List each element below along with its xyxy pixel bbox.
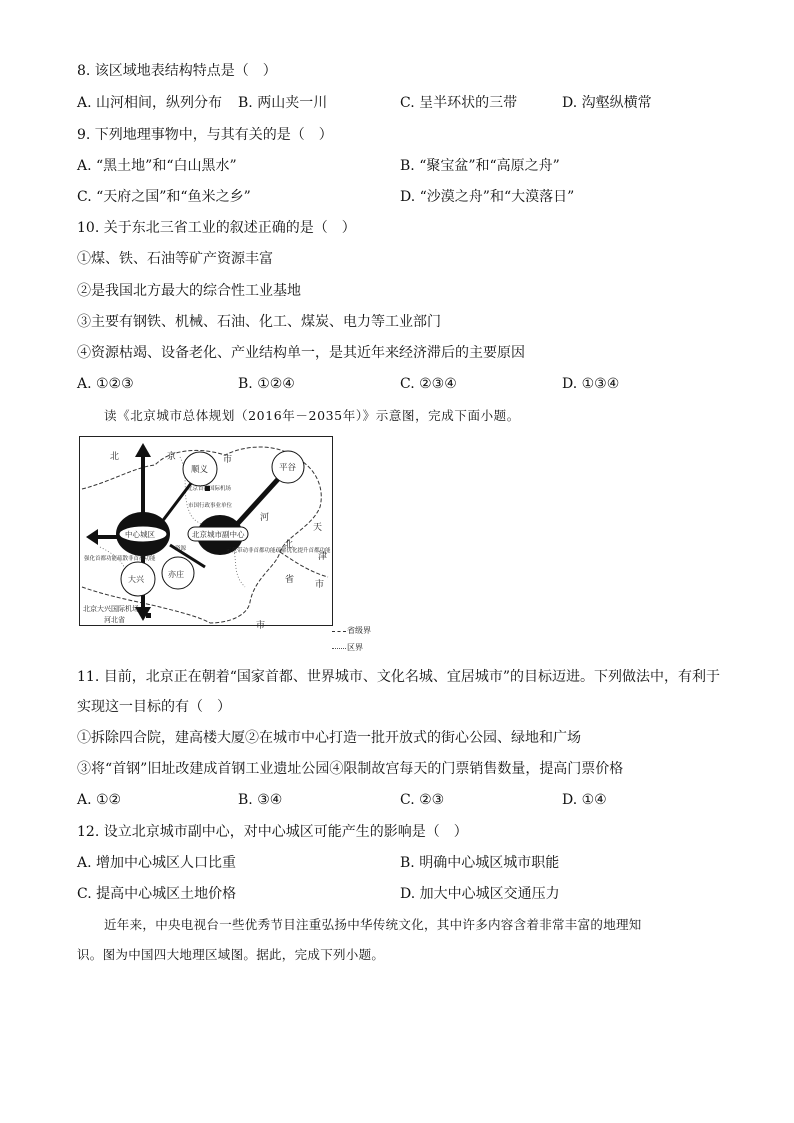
q8-option-a: A. 山河相间，纵列分布 <box>77 95 223 111</box>
map-drawing <box>80 437 332 631</box>
q9-option-c: C. “天府之国”和“鱼米之乡” <box>77 189 251 205</box>
q10-statement-1: ①煤、铁、石油等矿产资源丰富 <box>77 251 273 267</box>
map-label-bei: 北 <box>110 452 120 462</box>
legend-district-line <box>332 648 346 649</box>
daxing-airport-marker <box>146 613 151 618</box>
q11-statement-1: ①拆除四合院，建高楼大厦②在城市中心打造一批开放式的街心公园、绿地和广场 <box>77 730 581 746</box>
q9-option-a: A. “黑土地”和“白山黑水” <box>77 158 237 174</box>
q12-option-c: C. 提高中心城区土地价格 <box>77 886 237 902</box>
beijing-plan-map <box>79 436 333 631</box>
map-label-zy: 资源 <box>175 546 187 552</box>
q10-option-a: A. ①②③ <box>77 376 134 392</box>
map-label-left-func: 强化首都功能疏散非首都功能 <box>84 556 156 562</box>
q10-statement-4: ④资源枯竭、设备老化、产业结构单一，是其近年来经济滞后的主要原因 <box>77 345 525 361</box>
q8-option-c: C. 呈半环状的三带 <box>400 95 518 111</box>
q11-statement-2: ③将“首钢”旧址改建成首钢工业遗址公园④限制故宫每天的门票销售数量，提高门票价格 <box>77 761 624 777</box>
q9-option-b: B. “聚宝盆”和“高原之舟” <box>400 158 560 174</box>
map-label-he: 河 <box>260 513 270 523</box>
map-label-pinggu: 平谷 <box>279 463 297 473</box>
map-label-yizhuang: 亦庄 <box>168 570 184 579</box>
map-label-subcenter: 北京城市副中心 <box>192 530 245 539</box>
q11-option-d: D. ①④ <box>562 792 607 808</box>
map-intro: 读《北京城市总体规划（2016年－2035年）》示意图，完成下面小题。 <box>104 408 520 423</box>
q11-option-a: A. ①② <box>77 792 122 808</box>
map-label-daxing: 大兴 <box>128 575 144 584</box>
q8-option-d: D. 沟壑纵横常 <box>562 95 652 111</box>
q10-option-b: B. ①②④ <box>238 376 295 392</box>
map-label-tian: 天 <box>313 523 323 533</box>
map-label-bei2: 北 <box>284 540 294 550</box>
q11-stem-line2: 实现这一目标的有（ ） <box>77 699 231 715</box>
q10-option-d: D. ①③④ <box>562 376 620 392</box>
q12-option-b: B. 明确中心城区城市职能 <box>400 855 560 871</box>
map-label-shunyi: 顺义 <box>191 465 209 475</box>
q9-option-d: D. “沙漠之舟”和“大漠落日” <box>400 189 575 205</box>
q10-stem: 10. 关于东北三省工业的叙述正确的是（ ） <box>77 220 356 236</box>
map-label-hebeisheng: 河北省 <box>104 616 125 624</box>
q9-stem: 9. 下列地理事物中，与其有关的是（ ） <box>77 127 333 143</box>
map-label-capital-airport: 北京首都国际机场 <box>187 486 232 492</box>
legend-province: 省级界 <box>347 626 371 635</box>
q12-stem: 12. 设立北京城市副中心，对中心城区可能产生的影响是（ ） <box>77 824 468 840</box>
map-label-center: 中心城区 <box>125 530 155 539</box>
arrow-west-head <box>86 529 98 545</box>
map-label-daxing-airport: 北京大兴国际机场 <box>83 605 139 613</box>
map-label-airport-func: 市国行政事业单位 <box>188 503 233 509</box>
arrow-north-head <box>135 443 151 457</box>
q8-option-b: B. 两山夹一川 <box>238 95 328 111</box>
q12-option-d: D. 加大中心城区交通压力 <box>400 886 560 902</box>
map-label-shi: 市 <box>223 455 233 465</box>
legend-province-line <box>332 631 346 632</box>
q12-option-a: A. 增加中心城区人口比重 <box>77 855 237 871</box>
legend-district: 区界 <box>347 643 363 652</box>
map-label-jing: 京 <box>167 452 177 462</box>
map-label-right-func: 示范带动非首都功能疏解优化提升首都功能 <box>226 548 331 554</box>
map-label-shi3: 市 <box>256 621 266 631</box>
q11-option-c: C. ②③ <box>400 792 445 808</box>
q8-stem: 8. 该区域地表结构特点是（ ） <box>77 63 277 79</box>
map-label-sheng: 省 <box>285 575 295 585</box>
intro2-line1: 近年来，中央电视台一些优秀节目注重弘扬中华传统文化，其中许多内容含着非常丰富的地理知 <box>104 917 642 932</box>
map-label-jin: 津 <box>318 552 328 562</box>
q10-statement-2: ②是我国北方最大的综合性工业基地 <box>77 283 301 299</box>
q11-stem-line1: 11. 目前，北京正在朝着“国家首都、世界城市、文化名城、宜居城市”的目标迈进。下列做法中，有利于 <box>77 669 721 685</box>
map-label-shi2: 市 <box>315 580 325 590</box>
q11-option-b: B. ③④ <box>238 792 283 808</box>
q10-statement-3: ③主要有钢铁、机械、石油、化工、煤炭、电力等工业部门 <box>77 314 441 330</box>
intro2-line2: 识。图为中国四大地理区域图。据此，完成下列小题。 <box>77 947 385 962</box>
q10-option-c: C. ②③④ <box>400 376 457 392</box>
